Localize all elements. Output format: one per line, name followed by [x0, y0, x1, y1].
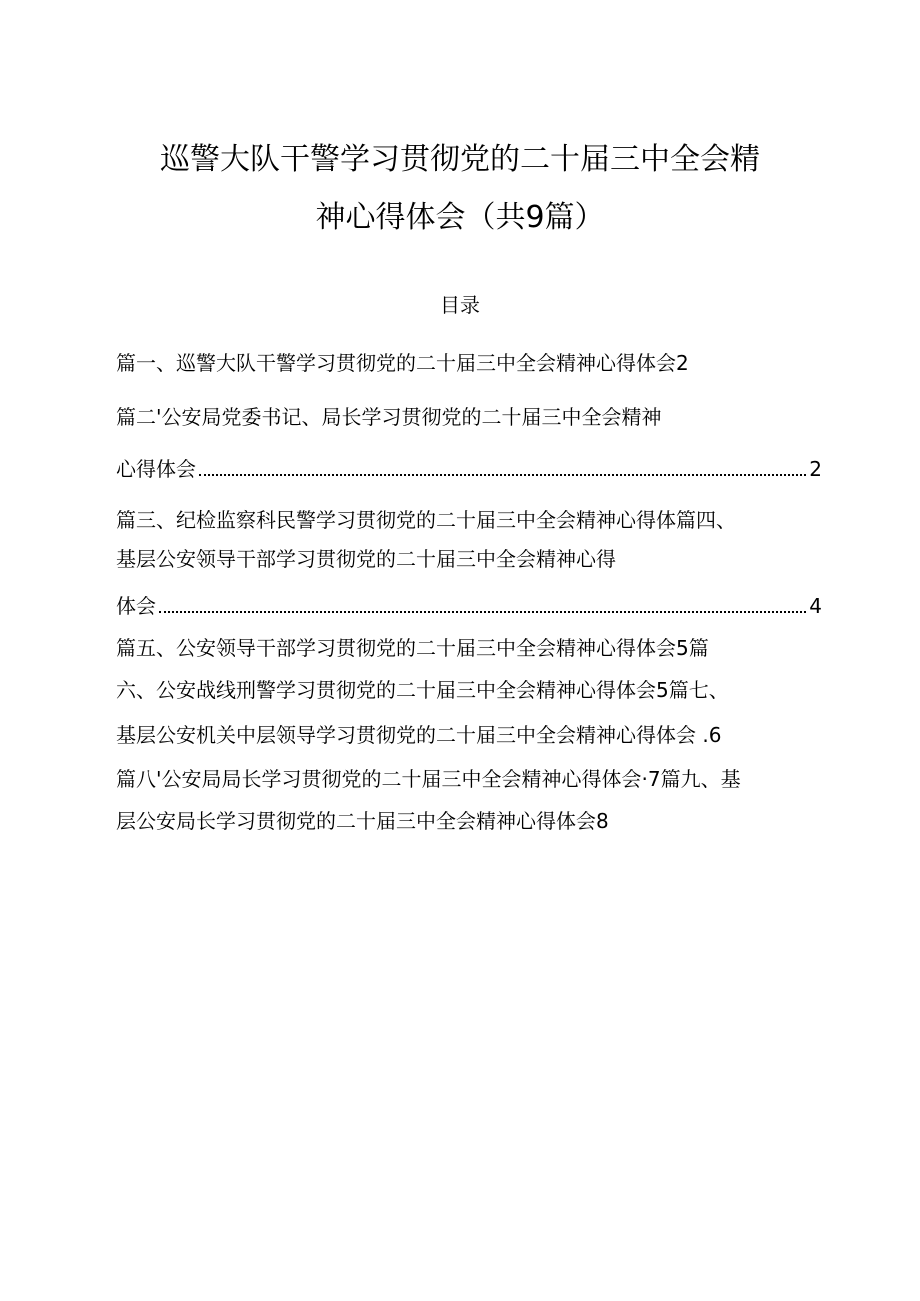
- toc-line-7: 基层公安机关中层领导学习贯彻党的二十届三中全会精神心得体会 .6: [116, 723, 722, 747]
- toc-dotted-entry-1: [116, 454, 822, 484]
- toc-line-3: 篇三、纪检监察科民警学习贯彻党的二十届三中全会精神心得体篇四、: [116, 508, 736, 532]
- toc-line-1: 篇一、巡警大队干警学习贯彻党的二十届三中全会精神心得体会2: [116, 351, 689, 375]
- toc-line-9: 层公安局长学习贯彻党的二十届三中全会精神心得体会8: [116, 809, 609, 833]
- toc-page-number: 4: [809, 594, 822, 618]
- dot-leader: [159, 610, 806, 613]
- toc-entry-text: 心得体会: [116, 457, 196, 481]
- toc-page-number: 2: [809, 457, 822, 481]
- toc-entry-text: 体会: [116, 594, 156, 618]
- toc-heading: 目录: [440, 293, 480, 317]
- toc-line-6: 六、公安战线刑警学习贯彻党的二十届三中全会精神心得体会5篇七、: [116, 678, 729, 702]
- dot-leader: [199, 473, 806, 476]
- toc-dotted-entry-2: [116, 591, 822, 621]
- document-title-line-1: 巡警大队干警学习贯彻党的二十届三中全会精: [160, 142, 760, 177]
- toc-line-2: 篇二'公安局党委书记、局长学习贯彻党的二十届三中全会精神: [116, 405, 662, 429]
- toc-line-8: 篇八'公安局局长学习贯彻党的二十届三中全会精神心得体会·7篇九、基: [116, 767, 741, 791]
- document-title-line-2: 神心得体会（共9篇）: [315, 200, 605, 235]
- toc-line-5: 篇五、公安领导干部学习贯彻党的二十届三中全会精神心得体会5篇: [116, 636, 709, 660]
- toc-line-4: 基层公安领导干部学习贯彻党的二十届三中全会精神心得: [116, 547, 616, 571]
